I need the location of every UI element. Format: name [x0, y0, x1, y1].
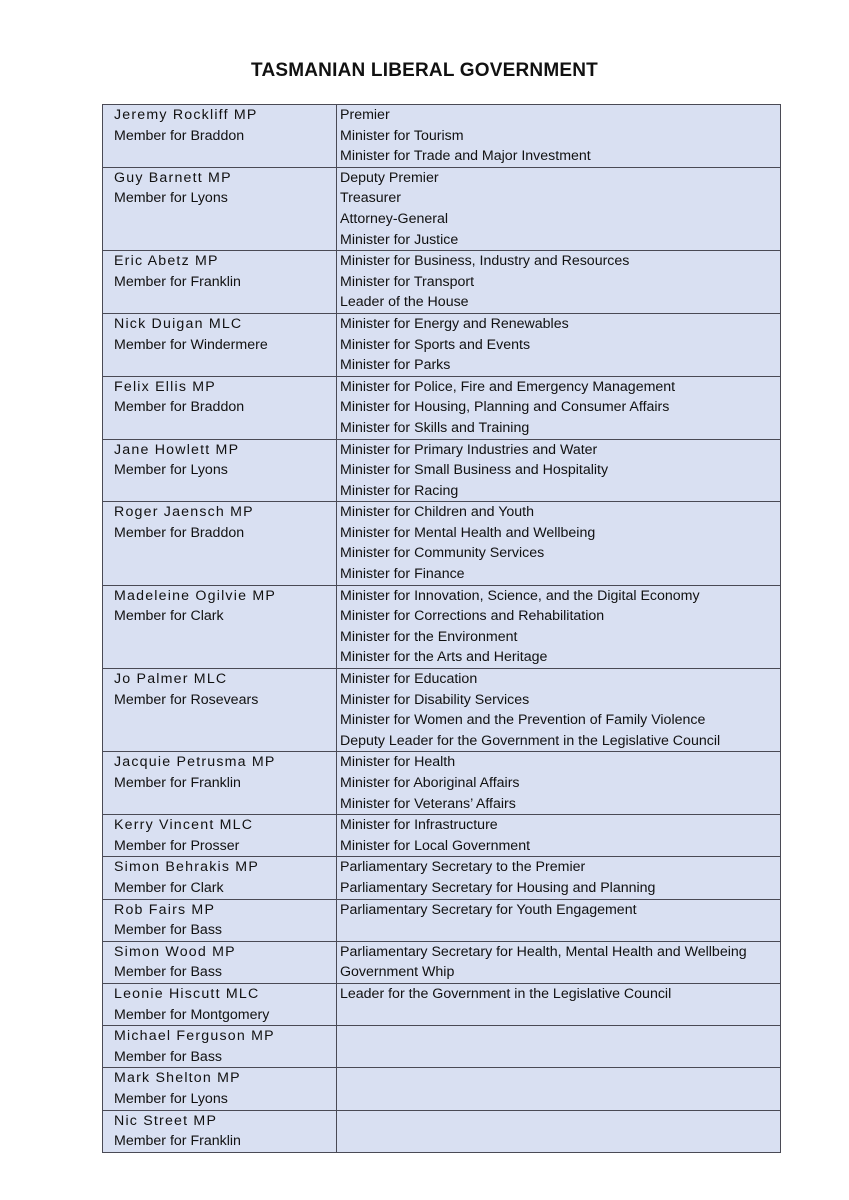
member-role: Minister for Small Business and Hospitality — [340, 462, 609, 479]
member-cell — [103, 167, 337, 250]
member-electorate: Member for Clark — [114, 608, 224, 625]
member-role: Deputy Premier — [340, 169, 439, 186]
member-electorate: Member for Montgomery — [114, 1006, 270, 1023]
member-role: Minister for the Environment — [340, 628, 518, 645]
member-name: Jeremy Rockliff MP — [114, 107, 258, 123]
table-row — [103, 376, 781, 439]
member-name: Simon Wood MP — [114, 943, 236, 960]
roles-cell — [337, 376, 781, 439]
member-cell — [103, 857, 337, 899]
member-role: Deputy Leader for the Government in the Legislative Council — [340, 732, 721, 749]
member-name: Rob Fairs MP — [114, 901, 216, 918]
member-role: Minister for Housing, Planning and Consumer Affairs — [340, 399, 670, 416]
member-name: Mark Shelton MP — [114, 1070, 241, 1087]
table-row — [103, 251, 781, 314]
member-electorate: Member for Braddon — [114, 524, 245, 541]
member-cell — [103, 376, 337, 439]
member-electorate: Member for Windermere — [114, 336, 268, 353]
government-members-table — [102, 104, 781, 1153]
member-cell — [103, 815, 337, 857]
member-role: Minister for Mental Health and Wellbeing — [340, 524, 596, 541]
member-role: Minister for Community Services — [340, 545, 545, 562]
member-name: Simon Behrakis MP — [114, 859, 259, 876]
roles-cell — [337, 439, 781, 502]
member-name: Felix Ellis MP — [114, 378, 216, 395]
member-role: Minister for Disability Services — [340, 691, 530, 708]
table-row — [103, 439, 781, 502]
member-role: Minister for Children and Youth — [340, 504, 535, 521]
table-row — [103, 899, 781, 941]
member-electorate: Member for Franklin — [114, 775, 241, 791]
table-row — [103, 313, 781, 376]
member-name: Leonie Hiscutt MLC — [114, 985, 260, 1002]
roles-cell — [337, 585, 781, 668]
member-name: Jacquie Petrusma MP — [114, 754, 276, 771]
member-electorate: Member for Braddon — [114, 127, 245, 144]
member-cell — [103, 1026, 337, 1068]
table-row — [103, 1110, 781, 1152]
member-role: Minister for Tourism — [340, 127, 464, 144]
roles-cell — [337, 899, 781, 941]
member-role: Parliamentary Secretary for Youth Engagement — [340, 901, 637, 918]
member-role: Leader of the House — [340, 294, 469, 311]
member-name: Madeleine Ogilvie MP — [114, 587, 276, 604]
member-cell — [103, 941, 337, 983]
page-title: TASMANIAN LIBERAL GOVERNMENT — [251, 60, 598, 81]
member-cell — [103, 313, 337, 376]
member-role: Minister for Police, Fire and Emergency Management — [340, 378, 676, 395]
member-electorate: Member for Lyons — [114, 190, 228, 207]
member-electorate: Member for Bass — [114, 922, 223, 939]
roles-cell — [337, 941, 781, 983]
member-role: Minister for Parks — [340, 357, 451, 374]
member-role: Minister for Aboriginal Affairs — [340, 775, 520, 791]
member-role: Minister for Sports and Events — [340, 336, 531, 353]
member-electorate: Member for Lyons — [114, 462, 228, 479]
table-row — [103, 167, 781, 250]
roles-cell — [337, 502, 781, 585]
member-role: Minister for Transport — [340, 273, 475, 290]
member-role: Minister for Veterans’ Affairs — [340, 795, 516, 812]
member-cell — [103, 502, 337, 585]
member-name: Roger Jaensch MP — [114, 504, 254, 521]
table-row — [103, 983, 781, 1025]
member-cell — [103, 669, 337, 752]
member-role: Premier — [340, 107, 390, 123]
table-row — [103, 815, 781, 857]
member-cell — [103, 439, 337, 502]
member-role: Treasurer — [340, 190, 401, 207]
member-role: Government Whip — [340, 964, 455, 981]
member-role: Minister for Finance — [340, 566, 465, 583]
table-row — [103, 502, 781, 585]
member-cell — [103, 899, 337, 941]
member-name: Jane Howlett MP — [114, 441, 240, 458]
member-name: Michael Ferguson MP — [114, 1028, 275, 1045]
member-name: Eric Abetz MP — [114, 253, 219, 270]
member-role: Leader for the Government in the Legislative Council — [340, 985, 672, 1002]
member-cell — [103, 585, 337, 668]
member-role: Minister for the Arts and Heritage — [340, 649, 548, 666]
member-cell — [103, 983, 337, 1025]
member-role: Minister for Innovation, Science, and the Digital Economy — [340, 587, 700, 604]
member-role: Minister for Women and the Prevention of Family Violence — [340, 712, 706, 729]
member-cell — [103, 251, 337, 314]
member-role: Minister for Skills and Training — [340, 419, 530, 436]
member-name: Jo Palmer MLC — [114, 671, 228, 688]
roles-cell — [337, 857, 781, 899]
member-name: Guy Barnett MP — [114, 169, 232, 186]
member-cell — [103, 1110, 337, 1152]
table-body — [103, 105, 781, 1153]
roles-cell — [337, 752, 781, 815]
roles-cell — [337, 983, 781, 1025]
table-row — [103, 105, 781, 168]
roles-cell — [337, 1068, 781, 1110]
member-cell — [103, 752, 337, 815]
member-electorate: Member for Rosevears — [114, 691, 259, 708]
table-row — [103, 752, 781, 815]
member-role: Minister for Energy and Renewables — [340, 315, 569, 332]
member-name: Nick Duigan MLC — [114, 315, 243, 332]
member-electorate: Member for Bass — [114, 1048, 223, 1065]
member-role: Minister for Corrections and Rehabilitation — [340, 608, 605, 625]
table-row — [103, 1026, 781, 1068]
member-electorate: Member for Prosser — [114, 837, 240, 854]
member-role: Minister for Education — [340, 671, 478, 688]
table-row — [103, 669, 781, 752]
roles-cell — [337, 669, 781, 752]
member-electorate: Member for Bass — [114, 964, 223, 981]
member-name: Kerry Vincent MLC — [114, 817, 254, 834]
member-electorate: Member for Franklin — [114, 1133, 241, 1150]
roles-cell — [337, 105, 781, 168]
member-name: Nic Street MP — [114, 1112, 218, 1129]
member-role: Parliamentary Secretary for Housing and Planning — [340, 879, 656, 896]
member-cell — [103, 1068, 337, 1110]
member-electorate: Member for Franklin — [114, 273, 241, 290]
member-electorate: Member for Clark — [114, 879, 224, 896]
member-role: Minister for Infrastructure — [340, 817, 498, 834]
roles-cell — [337, 1110, 781, 1152]
member-role: Parliamentary Secretary to the Premier — [340, 859, 586, 876]
roles-cell — [337, 1026, 781, 1068]
table-row — [103, 585, 781, 668]
member-role: Minister for Primary Industries and Water — [340, 441, 598, 458]
table-row — [103, 941, 781, 983]
member-role: Minister for Health — [340, 754, 456, 771]
member-role: Minister for Local Government — [340, 837, 531, 854]
roles-cell — [337, 815, 781, 857]
member-cell — [103, 105, 337, 168]
member-electorate: Member for Braddon — [114, 399, 245, 416]
member-role: Attorney-General — [340, 210, 449, 227]
member-role: Parliamentary Secretary for Health, Mental Health and Wellbeing — [340, 943, 747, 960]
member-electorate: Member for Lyons — [114, 1090, 228, 1107]
member-role: Minister for Racing — [340, 482, 459, 499]
table-row — [103, 857, 781, 899]
roles-cell — [337, 167, 781, 250]
member-role: Minister for Business, Industry and Resources — [340, 253, 630, 270]
member-role: Minister for Trade and Major Investment — [340, 148, 591, 165]
roles-cell — [337, 251, 781, 314]
roles-cell — [337, 313, 781, 376]
table-row — [103, 1068, 781, 1110]
member-role: Minister for Justice — [340, 231, 459, 248]
